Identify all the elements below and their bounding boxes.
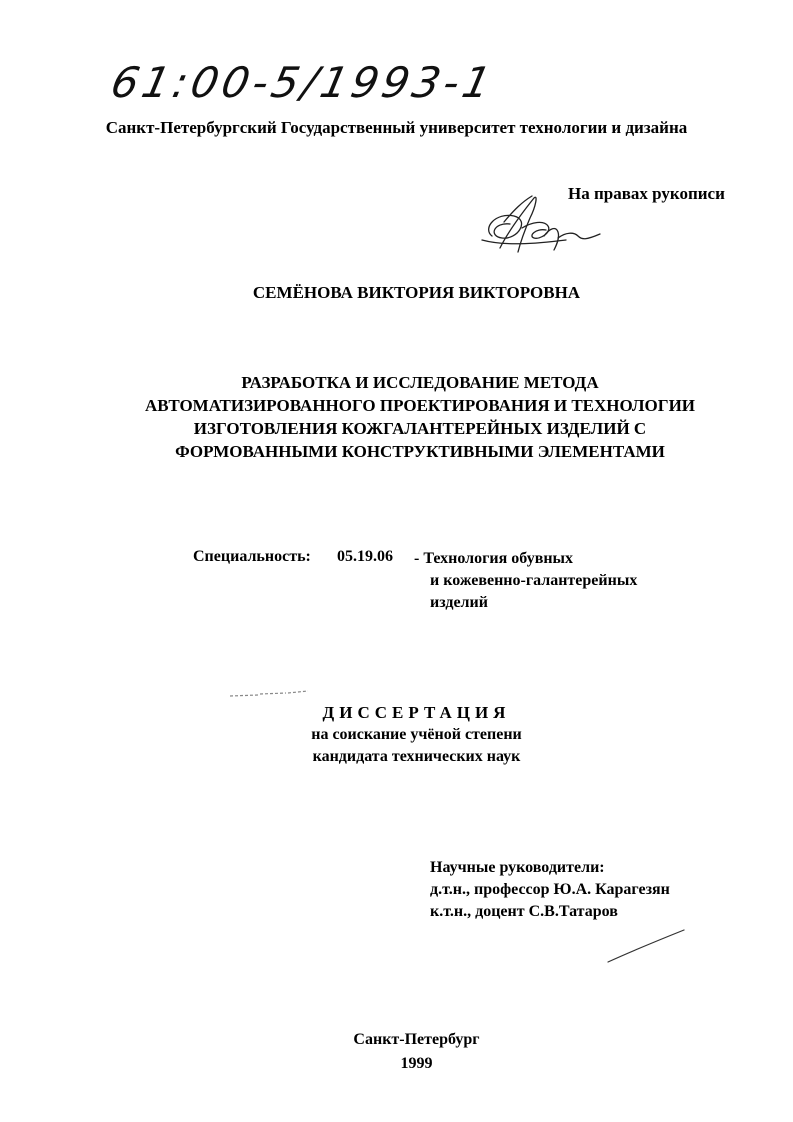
pen-stroke-mark xyxy=(606,926,688,966)
document-type-heading: ДИССЕРТАЦИЯ xyxy=(322,703,511,722)
thesis-title xyxy=(100,371,740,463)
handwritten-catalog-number: 61:00-5/1993-1 xyxy=(106,58,500,107)
specialty-code: 05.19.06 xyxy=(337,548,393,565)
title-line: ФОРМОВАННЫМИ КОНСТРУКТИВНЫМИ ЭЛЕМЕНТАМИ xyxy=(175,442,665,461)
title-line: АВТОМАТИЗИРОВАННОГО ПРОЕКТИРОВАНИЯ И ТЕХНОЛОГИИ xyxy=(144,396,696,415)
specialty-name-line: и кожевенно-галантерейных xyxy=(430,572,638,589)
specialty-label: Специальность: xyxy=(193,548,311,565)
manuscript-rights-note: На правах рукописи xyxy=(568,184,725,203)
specialty-name xyxy=(414,548,637,614)
degree-line: на соискание учёной степени xyxy=(311,726,522,743)
degree-line: кандидата технических наук xyxy=(312,748,521,765)
advisor-entry: д.т.н., профессор Ю.А. Карагезян xyxy=(430,881,670,898)
university-name: Санкт-Петербургский Государственный университет технологии и дизайна xyxy=(105,118,688,137)
advisor-entry: к.т.н., доцент С.В.Татаров xyxy=(430,903,618,920)
specialty-name-line: изделий xyxy=(430,594,488,611)
city: Санкт-Петербург xyxy=(353,1031,480,1048)
advisors-label: Научные руководители: xyxy=(430,859,605,876)
faint-stamp-mark xyxy=(228,688,310,700)
author-name: СЕМЁНОВА ВИКТОРИЯ ВИКТОРОВНА xyxy=(252,283,581,302)
title-line: РАЗРАБОТКА И ИССЛЕДОВАНИЕ МЕТОДА xyxy=(241,373,599,392)
title-line: ИЗГОТОВЛЕНИЯ КОЖГАЛАНТЕРЕЙНЫХ ИЗДЕЛИЙ С xyxy=(193,419,647,438)
scientific-advisors xyxy=(430,857,670,923)
specialty-name-line: - Технология обувных xyxy=(414,550,574,567)
degree-description xyxy=(0,724,793,768)
year: 1999 xyxy=(400,1055,433,1072)
